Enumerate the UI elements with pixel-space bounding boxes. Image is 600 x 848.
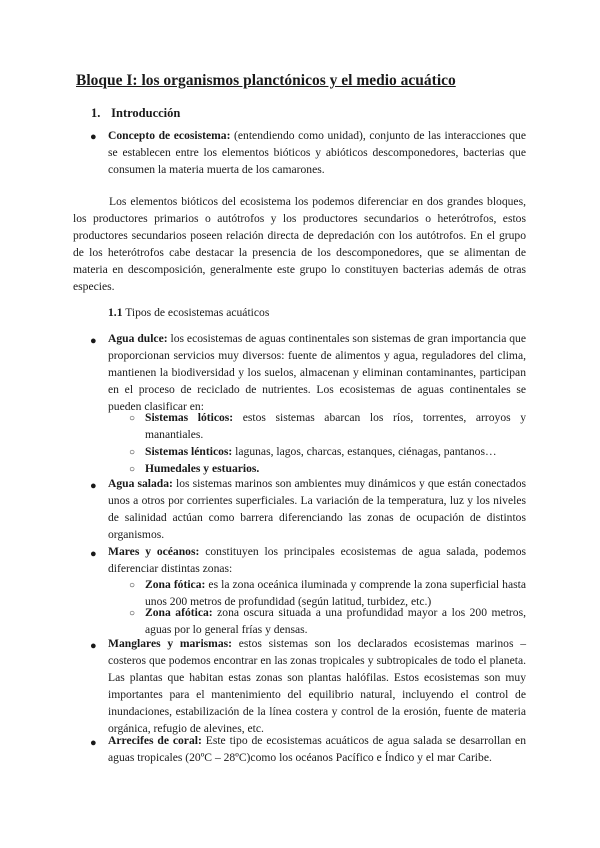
subsection-number: 1.1 — [108, 306, 123, 319]
fotica-term: Zona fótica: — [145, 578, 206, 591]
section-number: 1. — [91, 106, 101, 120]
circle-bullet-icon: ○ — [129, 413, 136, 424]
bullet-icon: ● — [90, 548, 97, 560]
page-title: Bloque I: los organismos planctónicos y el medio acuático — [76, 72, 456, 89]
manglares-term: Manglares y marismas: — [108, 637, 233, 650]
subsection-label: Tipos de ecosistemas acuáticos — [122, 306, 270, 319]
bullet-icon: ● — [90, 480, 97, 492]
afotica-term: Zona afótica: — [145, 606, 213, 619]
afotica-text: zona oscura situada a una profundidad mayor a los 200 metros, aguas por lo general frías y densas. — [145, 606, 526, 636]
section-label: Introducción — [111, 106, 181, 120]
circle-bullet-icon: ○ — [129, 580, 136, 591]
concepto-term: Concepto de ecosistema: — [108, 129, 231, 142]
agua-salada-term: Agua salada: — [108, 477, 173, 490]
mares-term: Mares y océanos: — [108, 545, 200, 558]
humedales-term: Humedales y estuarios. — [145, 462, 260, 475]
lenticos-item — [145, 443, 526, 460]
subsection-heading — [108, 306, 269, 319]
lenticos-term: Sistemas lénticos: — [145, 445, 233, 458]
mares-text: constituyen los principales ecosistemas de agua salada, podemos diferenciar distintas zonas: — [108, 545, 527, 575]
lenticos-text: lagunas, lagos, charcas, estanques, ciénagas, pantanos… — [232, 445, 497, 458]
afotica-item — [145, 604, 526, 638]
section-heading — [91, 106, 180, 121]
agua-dulce-term: Agua dulce: — [108, 332, 168, 345]
agua-salada-text: los sistemas marinos son ambientes muy dinámicos y que están conectados unos a otros por corrientes superficiales. La variación de la temperatura, luz y los niveles de salinidad actúan como barrera diferenciando las zonas de ocupación de distintos organismos. — [108, 477, 527, 541]
agua-dulce-text: los ecosistemas de aguas continentales son sistemas de gran importancia que proporcionan servicios muy diversos: fuente de alimentos y agua, reguladores del clima, mantienen la biodiversidad y los suelos, almacenan y eliminan contaminantes, participan en el proceso de reciclado de nutrientes. Los ecosistemas de aguas continentales se pueden clasificar en: — [108, 332, 526, 413]
bullet-icon: ● — [90, 640, 97, 652]
circle-bullet-icon: ○ — [129, 447, 136, 458]
mares-item — [108, 543, 526, 577]
circle-bullet-icon: ○ — [129, 464, 136, 475]
bullet-icon: ● — [90, 335, 97, 347]
loticos-text: estos sistemas abarcan los ríos, torrentes, arroyos y manantiales. — [145, 411, 527, 441]
agua-dulce-item — [108, 330, 526, 415]
manglares-item — [108, 635, 526, 737]
concepto-text: (entendiendo como unidad), conjunto de las interacciones que se establecen entre los elementos bióticos y abióticos descomponedores, bacterias que consumen la materia muerta de los camarones. — [108, 129, 526, 176]
arrecifes-text: Este tipo de ecosistemas acuáticos de agua salada se desarrollan en aguas tropicales (20ºC – 28ºC)como los océanos Pacífico e Índico y el mar Caribe. — [108, 734, 526, 764]
concepto-item — [108, 127, 526, 178]
circle-bullet-icon: ○ — [129, 608, 136, 619]
arrecifes-term: Arrecifes de coral: — [108, 734, 202, 747]
fotica-text: es la zona oceánica iluminada y comprende la zona superficial hasta unos 200 metros de profundidad (según latitud, turbidez, etc.) — [145, 578, 526, 608]
loticos-term: Sistemas lóticos: — [145, 411, 234, 424]
loticos-item — [145, 409, 526, 443]
bullet-icon: ● — [90, 737, 97, 749]
intro-paragraph: Los elementos bióticos del ecosistema los podemos diferenciar en dos grandes bloques, los productores primarios o autótrofos y los productores secundarios o heterótrofos, estos productores secundarios poseen relación directa de depredación con los autótrofos. En el grupo de los heterótrofos cabe destacar la presencia de los descomponedores, que se alimentan de materia en descomposición, generalmente este grupo lo constituyen bacterias además de otras especies. — [73, 195, 526, 293]
bullet-icon: ● — [90, 131, 97, 143]
agua-salada-item — [108, 475, 526, 543]
arrecifes-item — [108, 732, 526, 766]
manglares-text: estos sistemas son los declarados ecosistemas marinos – costeros que podemos encontrar en las zonas tropicales y subtropicales de todo el planeta. Las plantas que habitan estas zonas son plantas halófilas. Estos ecosistemas son muy importantes para el mantenimiento del equilibrio natural, incluyendo el control de inundaciones, estabilización de la línea costera y control de la erosión, fuente de materia orgánica, refugio de alevines, etc. — [108, 637, 527, 735]
